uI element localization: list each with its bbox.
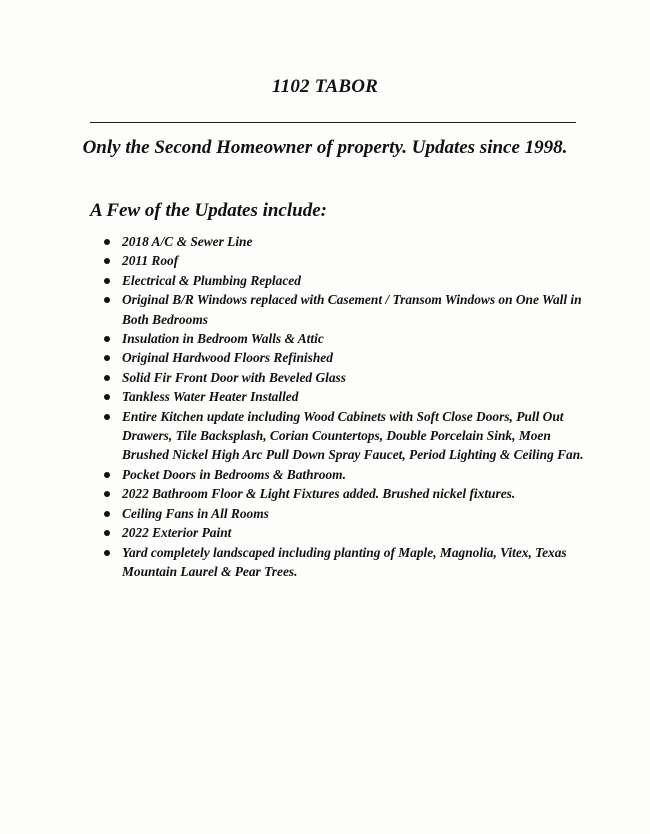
title-divider <box>90 122 576 123</box>
list-item <box>104 523 584 542</box>
bullet-icon <box>104 414 110 420</box>
page-subtitle: Only the Second Homeowner of property. Updates since 1998. <box>82 137 568 158</box>
list-item-text: Tankless Water Heater Installed <box>122 389 299 405</box>
bullet-icon <box>104 355 110 361</box>
list-item-text: Pocket Doors in Bedrooms & Bathroom. <box>122 466 346 482</box>
list-item <box>104 251 584 270</box>
bullet-icon <box>104 239 110 245</box>
bullet-icon <box>104 511 110 517</box>
updates-heading: A Few of the Updates include: <box>90 200 327 221</box>
list-item-text: Original B/R Windows replaced with Casement / Transom Windows on One Wall in Both Bedrooms <box>122 292 582 327</box>
list-item-text: Insulation in Bedroom Walls & Attic <box>122 331 324 347</box>
bullet-icon <box>104 491 110 497</box>
bullet-icon <box>104 375 110 381</box>
list-item-text: 2022 Exterior Paint <box>122 525 232 541</box>
list-item-text: 2018 A/C & Sewer Line <box>122 234 253 249</box>
list-item <box>104 484 584 503</box>
list-item <box>104 271 584 290</box>
bullet-icon <box>104 258 110 264</box>
list-item <box>104 387 584 406</box>
list-item <box>104 504 584 523</box>
bullet-icon <box>104 472 110 478</box>
list-item <box>104 407 584 465</box>
list-item-text: 2011 Roof <box>122 253 179 269</box>
updates-list <box>104 232 584 581</box>
list-item-text: Electrical & Plumbing Replaced <box>122 272 301 288</box>
bullet-icon <box>104 278 110 284</box>
list-item <box>104 290 584 329</box>
list-item <box>104 465 584 484</box>
list-item-text: Ceiling Fans in All Rooms <box>122 505 269 521</box>
list-item <box>104 348 584 367</box>
list-item-text: Entire Kitchen update including Wood Cabinets with Soft Close Doors, Pull Out Drawers, Tile Backsplash, Corian Countertops, Double Porcelain Sink, Moen Brushed Nickel High Arc Pull Down Spray Faucet, Period Lighting & Ceiling Fan. <box>122 408 584 463</box>
list-item-text: Original Hardwood Floors Refinished <box>122 350 333 366</box>
list-item <box>104 329 584 348</box>
bullet-icon <box>104 394 110 400</box>
bullet-icon <box>104 336 110 342</box>
list-item-text: Solid Fir Front Door with Beveled Glass <box>122 369 346 385</box>
bullet-icon <box>104 530 110 536</box>
list-item <box>104 368 584 387</box>
list-item <box>104 232 584 251</box>
list-item <box>104 543 584 582</box>
page-title: 1102 TABOR <box>272 76 378 97</box>
bullet-icon <box>104 550 110 556</box>
list-item-text: Yard completely landscaped including planting of Maple, Magnolia, Vitex, Texas Mountain Laurel & Pear Trees. <box>122 544 567 579</box>
list-item-text: 2022 Bathroom Floor & Light Fixtures added. Brushed nickel fixtures. <box>122 486 516 502</box>
bullet-icon <box>104 297 110 303</box>
